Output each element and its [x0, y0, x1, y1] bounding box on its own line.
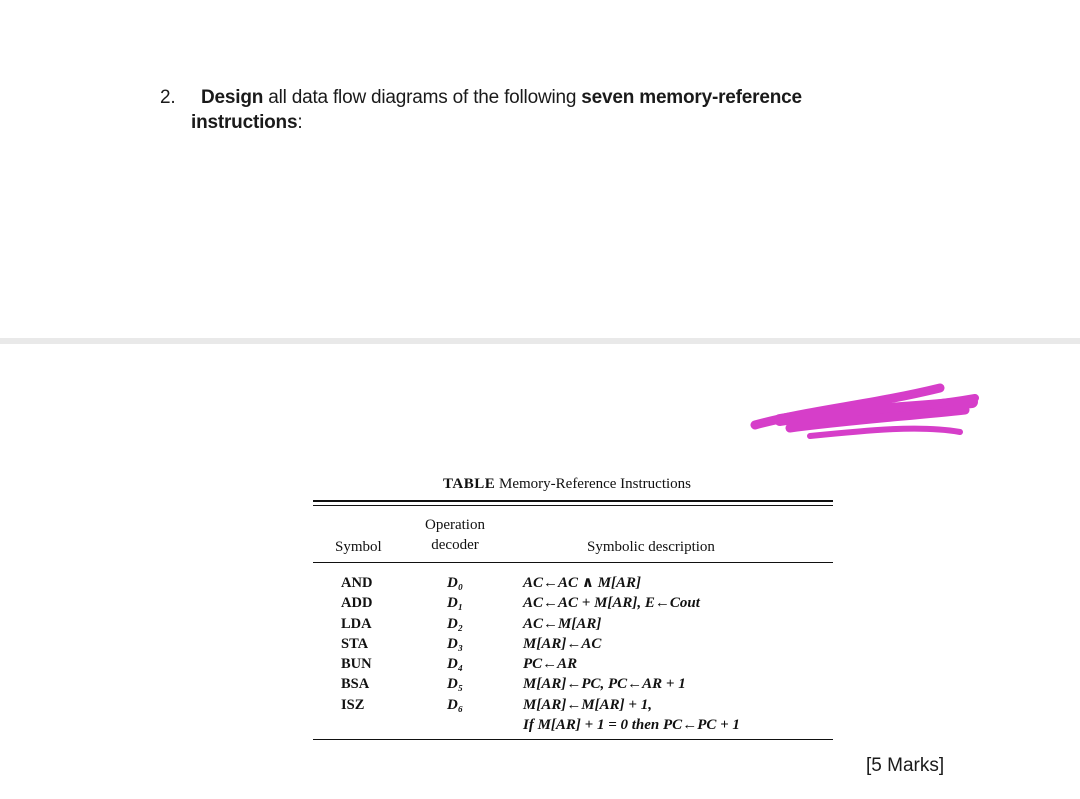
table-caption-title: Memory-Reference Instructions	[499, 476, 692, 492]
table-caption	[313, 470, 833, 498]
row-decoder: D₂	[447, 615, 464, 632]
row-decoder: D₆	[447, 696, 464, 713]
row-decoder: D₁	[447, 595, 464, 612]
page-divider	[0, 338, 1080, 344]
question-bold-seven: seven memory-reference	[581, 87, 802, 108]
row-description-continuation: If M[AR] + 1 = 0 then PC←PC + 1	[523, 717, 740, 734]
question-number: 2.	[160, 87, 176, 108]
row-symbol: LDA	[341, 615, 372, 632]
redaction-scribble	[750, 380, 980, 442]
row-symbol: AND	[341, 575, 373, 591]
row-symbol: ADD	[341, 595, 373, 612]
memory-reference-table	[313, 470, 833, 740]
table-rule-bottom	[313, 739, 833, 740]
question-text-mid: all data flow diagrams of the following	[263, 87, 582, 108]
question-bold-design: Design	[201, 87, 264, 108]
header-symbolic-description: Symbolic description	[587, 539, 715, 555]
question-line-1	[160, 85, 880, 110]
header-operation-decoder	[415, 515, 495, 555]
table-rule-top	[313, 500, 833, 502]
row-decoder: D₀	[447, 575, 464, 591]
row-decoder: D₅	[447, 676, 464, 693]
row-symbol: BUN	[341, 656, 372, 673]
symbol-column	[341, 573, 372, 715]
table-header	[313, 506, 833, 562]
row-description: AC←M[AR]	[523, 615, 602, 632]
question-line-2	[160, 110, 880, 135]
question-bold-instructions: instructions	[191, 112, 298, 133]
table-body	[313, 563, 833, 739]
table-caption-label: TABLE	[443, 476, 496, 492]
row-symbol: ISZ	[341, 696, 365, 713]
row-description: M[AR]←M[AR] + 1,	[523, 696, 652, 713]
question-text	[160, 85, 880, 135]
row-description: AC←AC + M[AR], E←Cout	[523, 595, 700, 612]
row-description: AC←AC ∧ M[AR]	[523, 575, 642, 591]
decoder-column	[447, 573, 463, 715]
header-decoder-line1: Operation	[425, 517, 485, 533]
question-colon: :	[297, 112, 303, 133]
marks-label: [5 Marks]	[866, 755, 945, 776]
row-description: M[AR]←PC, PC←AR + 1	[523, 676, 686, 693]
row-description: M[AR]←AC	[523, 635, 602, 652]
row-description: PC←AR	[523, 656, 578, 673]
description-column	[523, 573, 740, 735]
row-symbol: STA	[341, 635, 369, 652]
header-symbol: Symbol	[335, 539, 382, 555]
header-decoder-line2: decoder	[431, 537, 479, 553]
row-decoder: D₄	[447, 656, 464, 673]
row-decoder: D₃	[447, 635, 464, 652]
row-symbol: BSA	[341, 676, 370, 693]
